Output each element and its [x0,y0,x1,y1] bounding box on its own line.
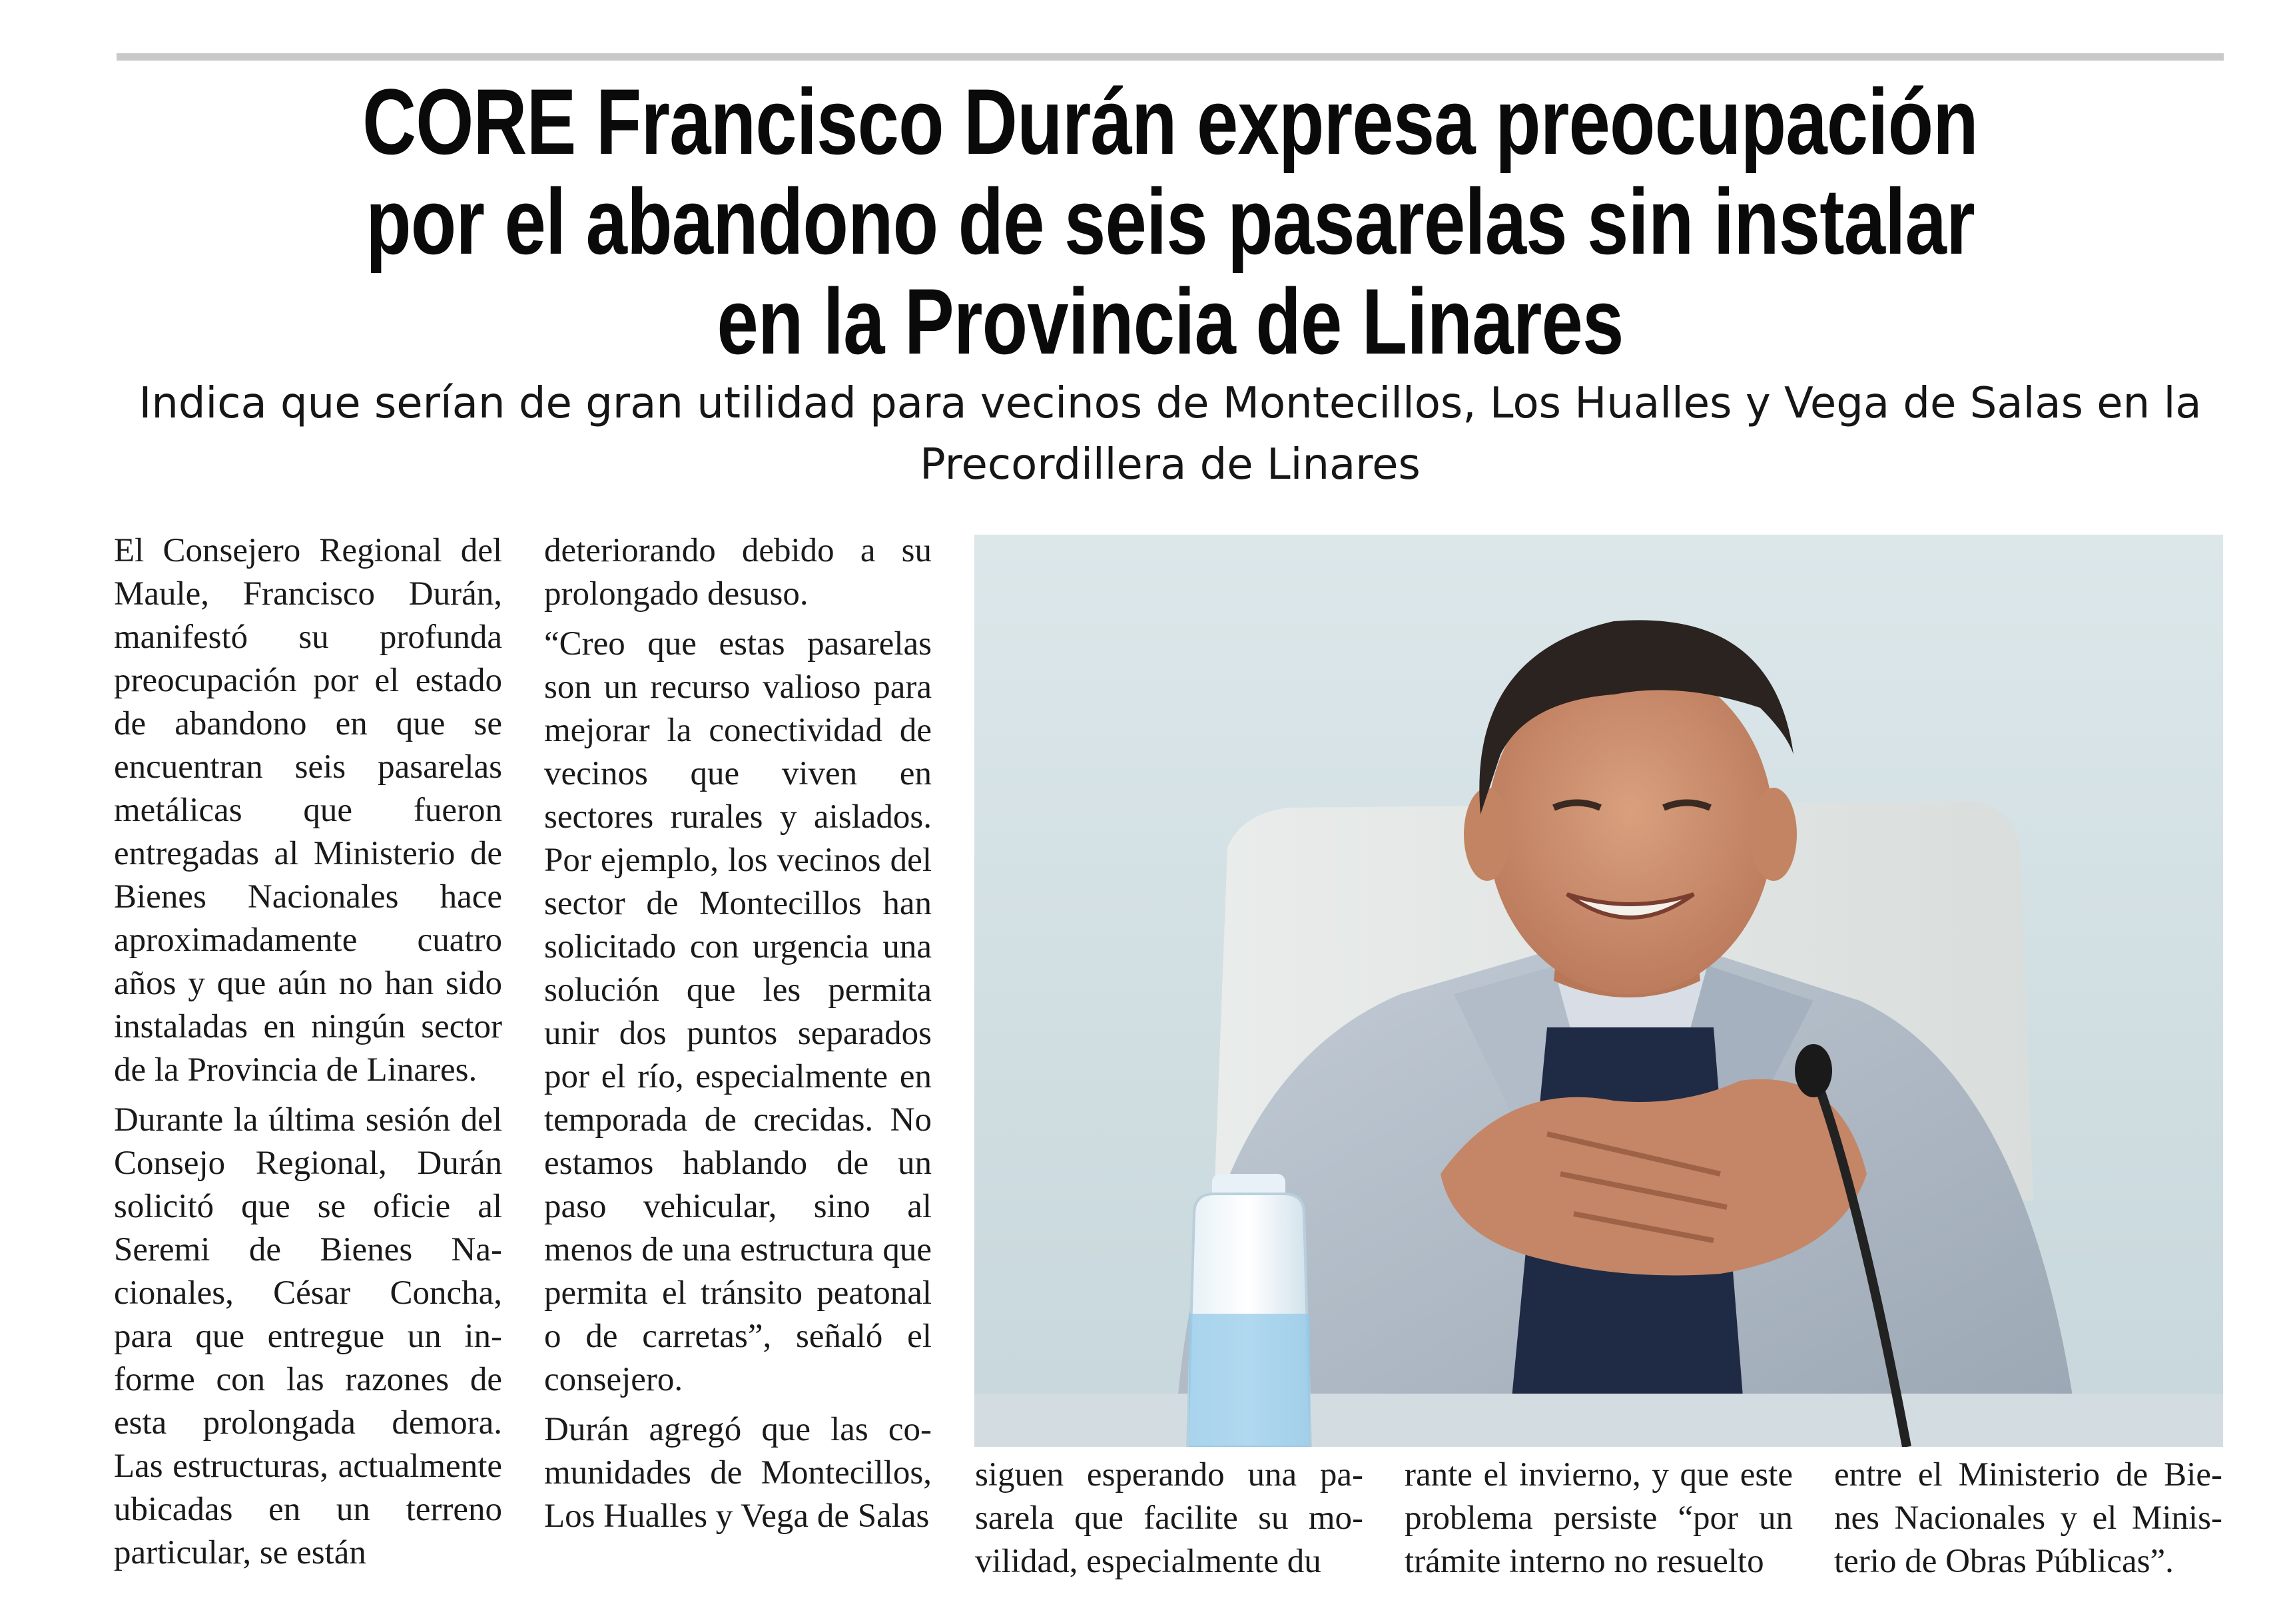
article-column-4 [1405,1454,1793,1590]
headline: CORE Francisco Durán expresa preocupación por el abandono de seis pasarelas sin instalar en la Provincia de Linares [362,69,1978,374]
paragraph: rante el invierno, y que este problema persiste “por un trámite interno no resuelto [1405,1456,1793,1580]
paragraph: Durante la última sesión del Consejo Regional, Durán solicitó que se oficie al Seremi de Bienes Nacionales, César Concha, para que entregue un informe con las razones de esta prolongada demora. Las estructuras, actualmente ubicadas en un terreno particular, se están [114,1101,502,1571]
paragraph: entre el Ministerio de Bienes Nacionales y el Ministerio de Obras Públicas”. [1834,1456,2222,1580]
paragraph: deteriorando debido a su prolongado desuso. [544,532,932,613]
portrait-illustration [974,535,2223,1447]
top-rule [117,53,2224,61]
subheadline: Indica que serían de gran utilidad para vecinos de Montecillos, Los Hualles y Vega de Salas en la Precordillera de Linares [139,379,2202,489]
article-column-2 [544,529,932,1545]
article-column-1 [114,529,502,1581]
article-column-3 [975,1454,1363,1590]
paragraph: siguen esperando una pasarela que facilite su movilidad, especialmente du [975,1456,1363,1580]
article-column-5 [1834,1454,2222,1590]
article-photo [974,535,2223,1447]
paragraph: “Creo que estas pasarelas son un recurso valioso para mejorar la conectividad de vecinos que viven en sectores rurales y aislados. Por ejemplo, los vecinos del sector de Montecillos han solicitado con urgencia una solución que les permita unir dos puntos separados por el río, especialmente en temporada de crecidas. No estamos hablando de un paso vehicular, sino al menos de una estructura que permita el tránsito peatonal o de carretas”, señaló el consejero. [544,625,932,1398]
paragraph: El Consejero Regional del Maule, Francisco Durán, manifestó su profunda preocupación por el estado de abandono en que se encuentran seis pasarelas metálicas que fueron entregadas al Ministerio de Bienes Nacionales hace aproximadamente cuatro años y que aún no han sido instaladas en ningún sector de la Provincia de Linares. [114,532,502,1089]
paragraph: Durán agregó que las comunidades de Montecillos, Los Hualles y Vega de Salas [544,1411,932,1535]
